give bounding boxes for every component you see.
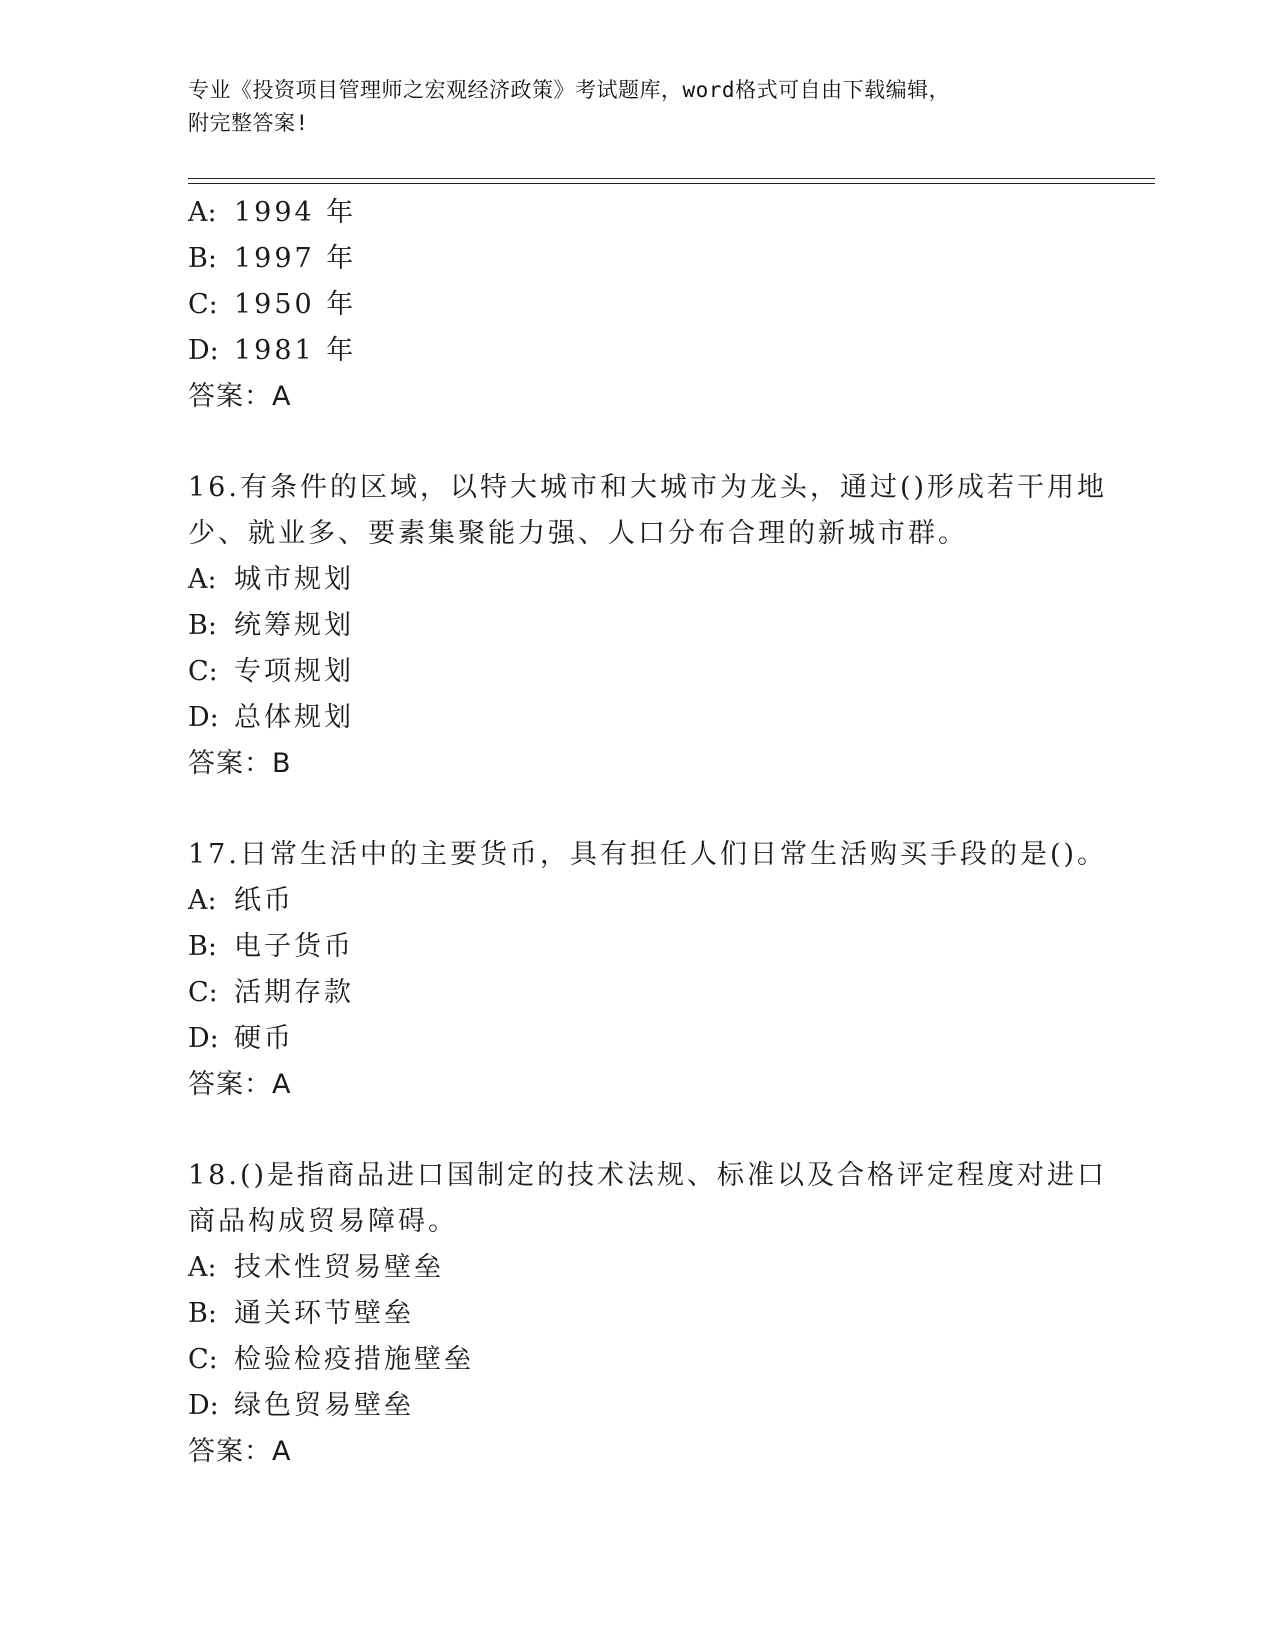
question-stem: 16.有条件的区域，以特大城市和大城市为龙头，通过()形成若干用地 bbox=[188, 472, 1108, 503]
answer: 答案：A bbox=[188, 381, 292, 412]
answer: 答案：A bbox=[188, 1069, 292, 1100]
option-a: A: 纸币 bbox=[188, 885, 294, 916]
option-c: C: 专项规划 bbox=[188, 656, 354, 687]
page-header bbox=[188, 74, 1068, 140]
header-line-1: 专业《投资项目管理师之宏观经济政策》考试题库，word格式可自由下载编辑， bbox=[188, 78, 951, 102]
option-c: C: 检验检疫措施壁垒 bbox=[188, 1344, 474, 1375]
header-rule-top bbox=[188, 178, 1155, 179]
option-a: A: 城市规划 bbox=[188, 564, 354, 595]
question-stem: 17.日常生活中的主要货币，具有担任人们日常生活购买手段的是()。 bbox=[188, 839, 1108, 870]
question-stem: 商品构成贸易障碍。 bbox=[188, 1206, 458, 1237]
option-b: B: 通关环节壁垒 bbox=[188, 1298, 414, 1329]
option-d: D: 总体规划 bbox=[188, 702, 354, 733]
option-b: B: 电子货币 bbox=[188, 931, 354, 962]
header-rule-bottom bbox=[188, 183, 1155, 184]
question-content bbox=[188, 190, 1108, 1475]
question-stem: 18.()是指商品进口国制定的技术法规、标准以及合格评定程度对进口 bbox=[188, 1160, 1108, 1191]
question-18 bbox=[188, 1153, 1108, 1475]
option-a: A: 1994 年 bbox=[188, 197, 357, 228]
question-16 bbox=[188, 465, 1108, 787]
option-c: C: 活期存款 bbox=[188, 977, 354, 1008]
header-line-2: 附完整答案! bbox=[188, 111, 309, 135]
question-17 bbox=[188, 832, 1108, 1108]
prev-question bbox=[188, 190, 1088, 420]
option-d: D: 绿色贸易壁垒 bbox=[188, 1390, 414, 1421]
question-stem: 少、就业多、要素集聚能力强、人口分布合理的新城市群。 bbox=[188, 518, 968, 549]
option-d: D: 1981 年 bbox=[188, 335, 357, 366]
option-b: B: 统筹规划 bbox=[188, 610, 354, 641]
answer: 答案：B bbox=[188, 748, 292, 779]
option-d: D: 硬币 bbox=[188, 1023, 294, 1054]
option-a: A: 技术性贸易壁垒 bbox=[188, 1252, 444, 1283]
answer: 答案：A bbox=[188, 1436, 292, 1467]
option-b: B: 1997 年 bbox=[188, 243, 357, 274]
option-c: C: 1950 年 bbox=[188, 289, 357, 320]
